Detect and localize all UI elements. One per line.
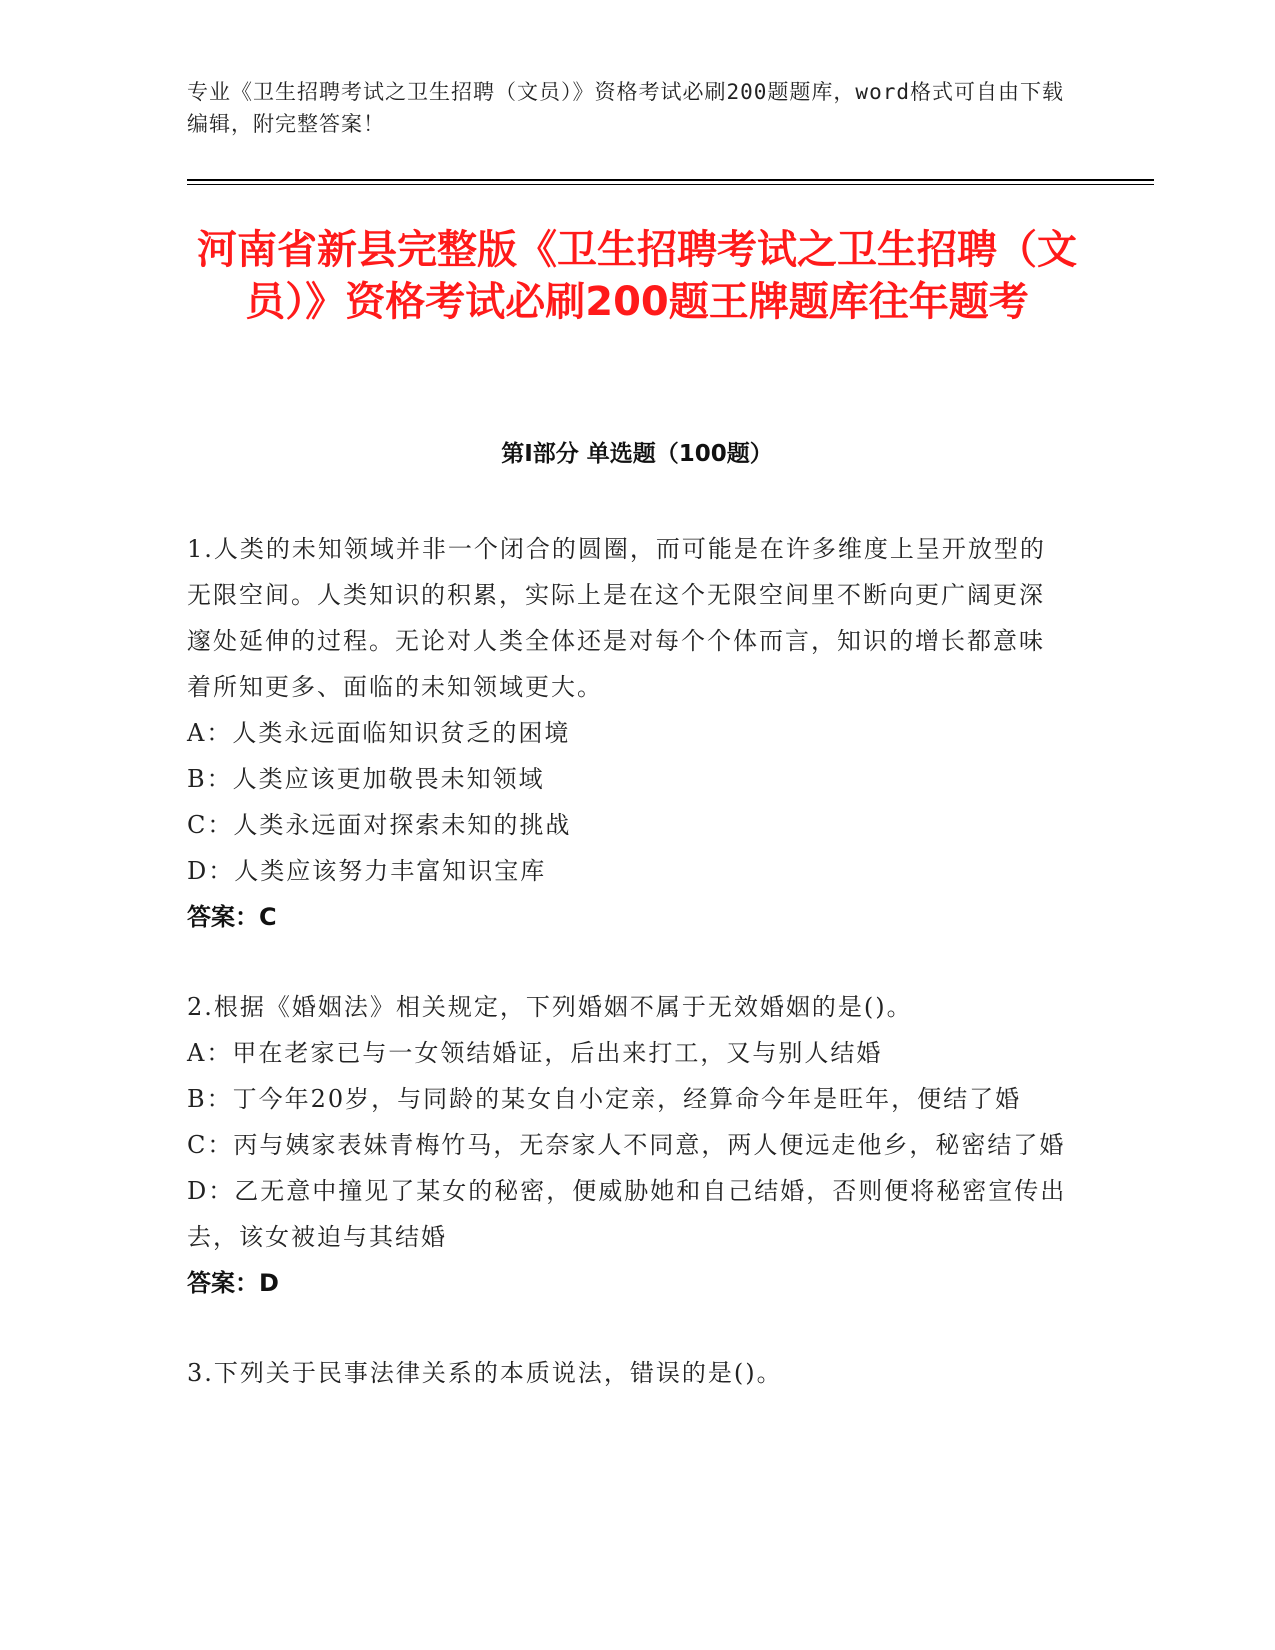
question-stem: 2.根据《婚姻法》相关规定，下列婚姻不属于无效婚姻的是()。 [187,993,913,1021]
option-a: A：甲在老家已与一女领结婚证，后出来打工，又与别人结婚 [187,1039,883,1067]
option-d: D：人类应该努力丰富知识宝库 [187,857,547,885]
option-d: D：乙无意中撞见了某女的秘密，便威胁她和自己结婚，否则便将秘密宣传出去，该女被迫与其结婚 [187,1177,1067,1251]
option-c: C：丙与姨家表妹青梅竹马，无奈家人不同意，两人便远走他乡，秘密结了婚 [187,1131,1066,1159]
question-stem: 3.下列关于民事法律关系的本质说法，错误的是()。 [187,1359,783,1387]
answer: 答案：C [187,903,277,931]
option-c: C：人类永远面对探索未知的挑战 [187,811,572,839]
header-note: 专业《卫生招聘考试之卫生招聘（文员）》资格考试必刷200题题库，word格式可自由下载编辑，附完整答案！ [187,80,1064,136]
header-rule-thick [187,179,1154,181]
question-1 [187,526,1067,940]
document-title: 河南省新县完整版《卫生招聘考试之卫生招聘（文员）》资格考试必刷200题王牌题库往年题考 [197,227,1077,325]
question-3 [187,1350,1067,1396]
option-b: B：人类应该更加敬畏未知领域 [187,765,545,793]
question-stem: 1.人类的未知领域并非一个闭合的圆圈，而可能是在许多维度上呈开放型的无限空间。人类知识的积累，实际上是在这个无限空间里不断向更广阔更深邃处延伸的过程。无论对人类全体还是对每个个体而言，知识的增长都意味着所知更多、面临的未知领域更大。 [187,535,1046,701]
option-a: A：人类永远面临知识贫乏的困境 [187,719,571,747]
answer: 答案：D [187,1269,279,1297]
question-2 [187,984,1067,1306]
header-rule-thin [187,184,1154,185]
option-b: B：丁今年20岁，与同龄的某女自小定亲，经算命今年是旺年，便结了婚 [187,1085,1022,1113]
section-heading: 第Ⅰ部分 单选题（100题） [501,441,773,467]
question-list [187,526,1067,1440]
